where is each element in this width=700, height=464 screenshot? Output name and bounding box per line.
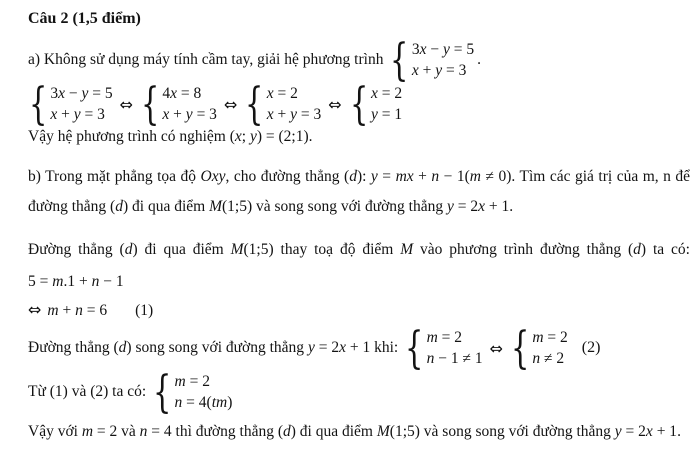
- text-run: đi qua điểm: [137, 241, 231, 258]
- left-brace-icon: {: [153, 365, 172, 419]
- math-run: (d): [277, 423, 296, 440]
- equation-label-1: (1): [135, 302, 154, 319]
- text-run: Vậy với: [28, 423, 82, 440]
- condition-system-1-top: m = 2: [426, 329, 463, 346]
- combine-line: [28, 365, 690, 419]
- text-run: b) Trong mặt phẳng tọa độ: [28, 168, 201, 185]
- text-run: và: [117, 423, 140, 440]
- result-system: [152, 365, 233, 419]
- chain-system-2-top: 4x = 8: [162, 85, 202, 102]
- condition-system-2: [510, 321, 568, 375]
- math-run: M(1;5): [376, 423, 420, 440]
- text-run: Đường thẳng: [28, 241, 120, 258]
- math-run: M(1;5): [209, 198, 253, 215]
- conclusion-a-text: Vậy hệ phương trình có nghiệm: [28, 128, 230, 145]
- equation-mn-sum: [28, 299, 690, 322]
- problem-b-line-2: [28, 192, 690, 222]
- chain-system-3-bottom: x + y = 3: [266, 106, 322, 123]
- left-brace-icon: {: [349, 77, 368, 131]
- text-run: thì đường thẳng: [171, 423, 278, 440]
- math-run: y = 2x + 1: [447, 198, 510, 215]
- math-run: (d): [628, 241, 647, 258]
- text-run: Đường thẳng: [28, 339, 114, 356]
- math-run: (d): [110, 198, 129, 215]
- condition-system-1: [404, 321, 483, 375]
- problem-a-text: a) Không sử dụng máy tính cầm tay, giải hệ phương trình: [28, 51, 384, 68]
- math-run: (1): [49, 383, 68, 400]
- text-run: đi qua điểm: [128, 198, 210, 215]
- equivalence-arrow-icon: ⇔: [489, 338, 503, 358]
- math-run: M(1;5): [230, 241, 274, 258]
- left-brace-icon: {: [511, 321, 530, 375]
- text-run: đi qua điểm: [295, 423, 377, 440]
- given-system: [389, 33, 475, 87]
- given-system-eq-bottom: x + y = 3: [411, 62, 467, 79]
- math-run: y = 2x + 1: [307, 339, 371, 356]
- equivalence-arrow-icon: ⇔: [28, 300, 42, 319]
- equation-substituted: [28, 271, 690, 293]
- text-run: và song song với đường thẳng: [419, 423, 615, 440]
- math-run: m = 2: [81, 423, 118, 440]
- result-system-bottom: n = 4(tm): [174, 394, 233, 411]
- parallel-condition-line: [28, 321, 690, 375]
- equivalence-arrow-icon: ⇔: [223, 94, 238, 114]
- math-run: Oxy: [200, 168, 226, 185]
- equation-label-2: (2): [581, 339, 601, 356]
- math-run: 5 = m.1 + n − 1: [28, 273, 124, 290]
- given-system-eq-top: 3x − y = 5: [411, 41, 475, 58]
- text-run: vào phương trình đường thẳng: [413, 241, 628, 258]
- math-run: (d): y = mx + n − 1(m ≠ 0): [344, 168, 512, 185]
- math-run: M: [400, 241, 414, 258]
- equivalence-arrow-icon: ⇔: [328, 94, 342, 114]
- conclusion-a-period: .: [308, 128, 313, 145]
- text-run: song song với đường thẳng: [131, 339, 308, 356]
- text-run: .: [677, 423, 681, 440]
- condition-system-1-bottom: n − 1 ≠ 1: [426, 350, 483, 367]
- chain-system-2: [140, 77, 217, 131]
- math-run: n = 4: [139, 423, 172, 440]
- chain-system-3: [244, 77, 322, 131]
- left-brace-icon: {: [390, 33, 409, 87]
- equivalence-chain: [28, 77, 690, 131]
- condition-system-2-top: m = 2: [532, 329, 568, 346]
- problem-b-line-1: [28, 162, 690, 192]
- left-brace-icon: {: [141, 77, 160, 131]
- math-run: (2): [90, 383, 109, 400]
- math-run: (d): [113, 339, 132, 356]
- parallel-text: [28, 339, 398, 357]
- text-run: và: [67, 383, 91, 400]
- text-run: .: [509, 198, 514, 215]
- chain-system-1-bottom: x + y = 3: [50, 106, 105, 123]
- conclusion-a-solution: (x; y) = (2;1): [229, 128, 309, 145]
- chain-system-2-bottom: x + y = 3: [162, 106, 217, 123]
- text-run: , cho đường thẳng: [225, 168, 345, 185]
- text-run: và song song với đường thẳng: [252, 198, 447, 215]
- condition-system-2-bottom: n ≠ 2: [532, 350, 565, 367]
- chain-system-1: [28, 77, 113, 131]
- text-run: khi:: [370, 339, 399, 356]
- text-run: đường thẳng: [28, 198, 111, 215]
- chain-system-4-bottom: y = 1: [371, 106, 403, 123]
- result-system-top: m = 2: [174, 373, 210, 390]
- equivalence-arrow-icon: ⇔: [119, 94, 134, 114]
- math-run: (d): [119, 241, 138, 258]
- chain-system-1-top: 3x − y = 5: [50, 85, 113, 102]
- text-run: thay toạ độ điểm: [273, 241, 401, 258]
- text-run: ta có:: [646, 241, 690, 258]
- left-brace-icon: {: [405, 321, 424, 375]
- combine-text: [28, 383, 146, 401]
- problem-b-statement: [28, 162, 690, 222]
- sentence-period: .: [477, 51, 481, 68]
- text-run: ta có:: [108, 383, 147, 400]
- chain-system-4: [349, 77, 403, 131]
- text-run: . Tìm các giá trị của m, n để: [511, 168, 691, 185]
- math-run: m + n = 6: [47, 302, 108, 319]
- chain-system-4-top: x = 2: [371, 85, 403, 102]
- page-title: Câu 2 (1,5 điểm): [28, 10, 141, 27]
- solution-b-substitution: [28, 238, 690, 262]
- math-run: y = 2x + 1: [614, 423, 678, 440]
- chain-system-3-top: x = 2: [266, 85, 298, 102]
- final-conclusion: [28, 420, 690, 444]
- text-run: Từ: [28, 383, 50, 400]
- left-brace-icon: {: [245, 77, 264, 131]
- problem-a-statement: [28, 33, 690, 87]
- left-brace-icon: {: [29, 77, 48, 131]
